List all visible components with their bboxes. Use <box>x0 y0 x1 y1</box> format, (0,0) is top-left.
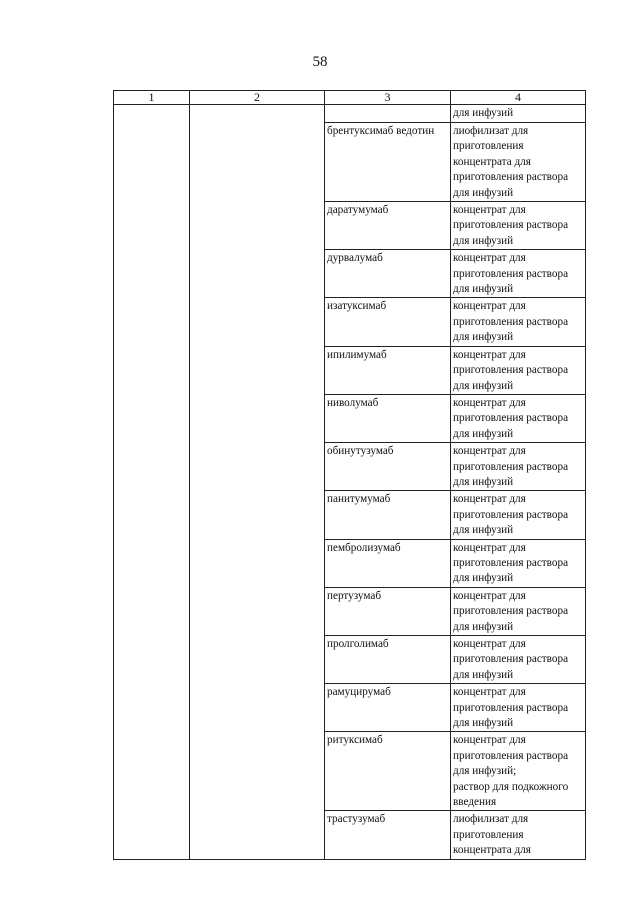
drug-name-cell: ритуксимаб <box>325 732 451 811</box>
drug-name-cell: даратумумаб <box>325 202 451 250</box>
table-header-row <box>114 91 586 105</box>
dosage-form-cell: лиофилизат для приготовления концентрата для приготовления раствора для инфузий <box>451 123 586 202</box>
table-row <box>114 105 586 123</box>
drug-name-cell: изатуксимаб <box>325 298 451 346</box>
drug-name-cell: обинутузумаб <box>325 443 451 491</box>
dosage-form-cell: для инфузий <box>451 105 586 123</box>
drug-name-cell: пертузумаб <box>325 587 451 635</box>
drug-name-cell: ниволумаб <box>325 394 451 442</box>
column-2-cell <box>190 105 325 860</box>
dosage-form-cell: концентрат для приготовления раствора для инфузий <box>451 636 586 684</box>
page-number: 58 <box>312 54 328 70</box>
column-header-2: 2 <box>190 91 325 105</box>
drug-name-cell <box>325 105 451 123</box>
dosage-form-cell: концентрат для приготовления раствора для инфузий <box>451 587 586 635</box>
drug-name-cell: брентуксимаб ведотин <box>325 123 451 202</box>
dosage-form-cell: концентрат для приготовления раствора для инфузий <box>451 250 586 298</box>
dosage-form-cell: концентрат для приготовления раствора для инфузий; раствор для подкожного введения <box>451 732 586 811</box>
column-1-cell <box>114 105 190 860</box>
drug-name-cell: пембролизумаб <box>325 539 451 587</box>
dosage-form-cell: концентрат для приготовления раствора для инфузий <box>451 394 586 442</box>
column-header-4: 4 <box>451 91 586 105</box>
drug-name-cell: панитумумаб <box>325 491 451 539</box>
dosage-form-cell: концентрат для приготовления раствора для инфузий <box>451 346 586 394</box>
column-header-1: 1 <box>114 91 190 105</box>
drug-name-cell: дурвалумаб <box>325 250 451 298</box>
drug-name-cell: пролголимаб <box>325 636 451 684</box>
drug-table <box>113 90 586 860</box>
dosage-form-cell: концентрат для приготовления раствора для инфузий <box>451 684 586 732</box>
dosage-form-cell: концентрат для приготовления раствора для инфузий <box>451 491 586 539</box>
drug-name-cell: трастузумаб <box>325 811 451 859</box>
dosage-form-cell: концентрат для приготовления раствора для инфузий <box>451 539 586 587</box>
dosage-form-cell: лиофилизат для приготовления концентрата для <box>451 811 586 859</box>
dosage-form-cell: концентрат для приготовления раствора для инфузий <box>451 298 586 346</box>
drug-name-cell: рамуцирумаб <box>325 684 451 732</box>
dosage-form-cell: концентрат для приготовления раствора для инфузий <box>451 202 586 250</box>
dosage-form-cell: концентрат для приготовления раствора для инфузий <box>451 443 586 491</box>
column-header-3: 3 <box>325 91 451 105</box>
drug-name-cell: ипилимумаб <box>325 346 451 394</box>
